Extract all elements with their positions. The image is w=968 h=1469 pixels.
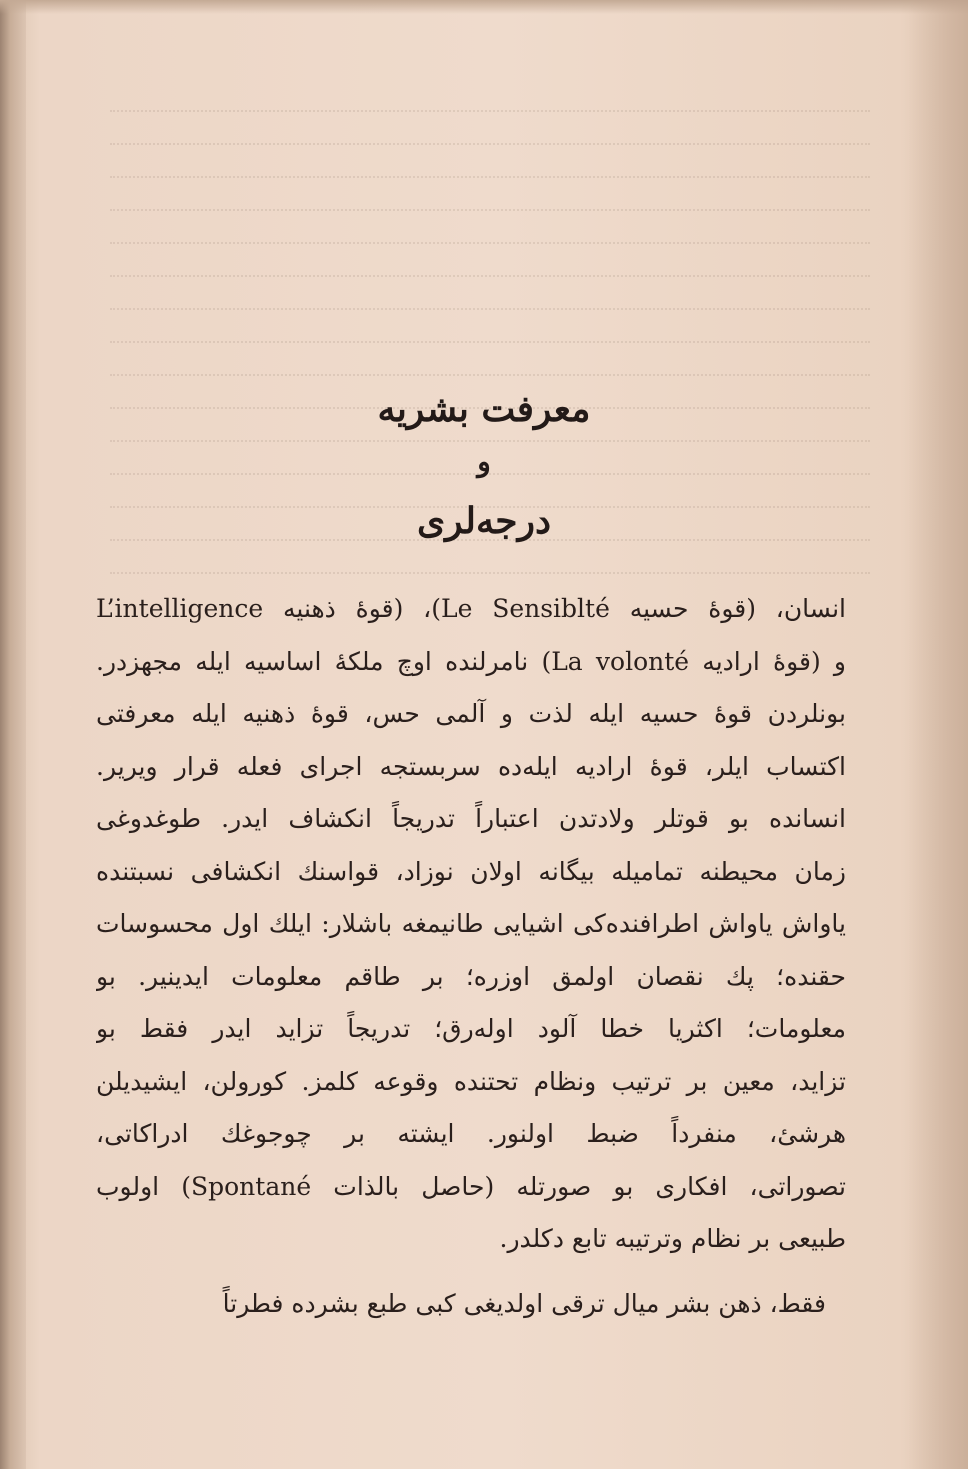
body-text [96, 583, 846, 1330]
text-line: و (قوهٔ ارادیه La volonté) نامرلنده اوچ ملکهٔ اساسیه ایله مجهزدر. [96, 646, 846, 676]
chapter-subtitle: درجه‌لری [417, 500, 551, 542]
text-line: اکتساب ایلر، قوهٔ ارادیه ایله‌ده سربستجه اجرای فعله قرار ویریر. [96, 751, 846, 781]
text-line: تصوراتی، افکاری بو صورتله (حاصل بالذات Spontané) اولوب [96, 1171, 846, 1201]
text-line: یاواش یاواش اطرافنده‌کی اشیایی طانیمغه باشلار: ایلك اول محسوسات [96, 909, 846, 938]
page-binding-edge [0, 0, 26, 1469]
text-line: زمان محیطنه تمامیله بیگانه اولان نوزاد، قواسنك انکشافی نسبتنده [96, 856, 846, 886]
chapter-title-conjunction: و [477, 445, 491, 478]
chapter-title: معرفت بشریه [377, 388, 591, 430]
text-line: بونلردن قوهٔ حسیه ایله لذت و آلمی حس، قوهٔ ذهنیه ایله معرفتی [96, 699, 846, 728]
text-line: فقط، ذهن بشر میال ترقی اولدیغی کبی طبع بشرده فطرتاً [222, 1288, 826, 1318]
text-line: انسان، (قوهٔ حسیه Le Sensiblté)، (قوهٔ ذهنیه L’intelligence [96, 594, 846, 623]
page-top-shadow [0, 0, 968, 14]
text-line: حقنده؛ پك نقصان اولمق اوزره؛ بر طاقم معلومات ایدینیر. بو [96, 961, 846, 991]
text-line: انسانده بو قوتلر ولادتدن اعتباراً تدریجاً انکشاف ایدر. طوغدوغی [96, 804, 846, 833]
text-line: معلومات؛ اکثریا خطا آلود اوله‌رق؛ تدریجاً تزاید ایدر فقط بو [96, 1014, 846, 1043]
text-line: تزاید، معین بر ترتیب ونظام تحتنده وقوعه کلمز. کورولن، ایشیدیلن [96, 1066, 846, 1096]
page-right-shadow [908, 0, 968, 1469]
text-line: طبیعی بر نظام وترتیبه تابع دکلدر. [499, 1224, 846, 1253]
text-line: هرشیٔ، منفرداً ضبط اولنور. ایشته بر چوجوغك ادراکاتی، [96, 1119, 846, 1148]
